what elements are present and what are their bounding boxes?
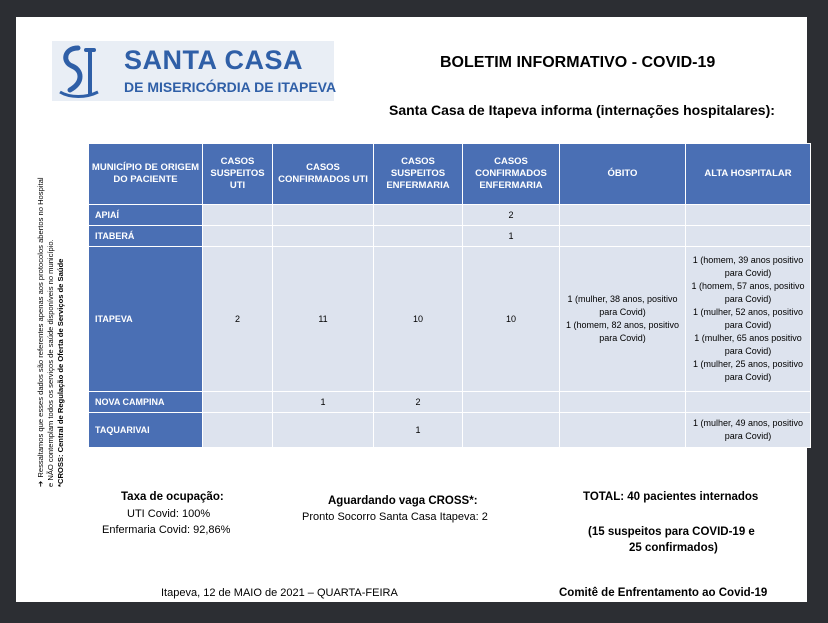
cross-label: Aguardando vaga CROSS*:	[328, 495, 478, 507]
table-cell: 2	[374, 392, 463, 413]
side-note	[36, 147, 66, 487]
table-cell: 10	[463, 247, 560, 392]
table-cell	[203, 392, 273, 413]
total-breakdown-line1: (15 suspeitos para COVID-19 e	[588, 526, 755, 538]
cross-value: Pronto Socorro Santa Casa Itapeva: 2	[302, 511, 488, 523]
footer-committee: Comitê de Enfrentamento ao Covid-19	[559, 587, 768, 599]
column-header-obito: ÓBITO	[560, 144, 686, 205]
alta-cell: 1 (mulher, 49 anos, positivo para Covid)	[686, 413, 811, 448]
table-cell	[560, 205, 686, 226]
table-cell	[463, 413, 560, 448]
column-header-municipio: MUNICÍPIO DE ORIGEM DO PACIENTE	[89, 144, 203, 205]
column-header-confirmados-enfermaria: CASOS CONFIRMADOS ENFERMARIA	[463, 144, 560, 205]
column-header-suspeitos-uti: CASOS SUSPEITOS UTI	[203, 144, 273, 205]
side-note-line2: *CROSS: Central de Regulação de Oferta de Serviços de Saúde	[56, 258, 65, 487]
logo-line2: DE MISERICÓRDIA DE ITAPEVA	[124, 79, 337, 95]
table-cell	[203, 413, 273, 448]
table-row	[89, 392, 811, 413]
side-note-line1: Ressaltamos que esses dados são referentes apenas aos protocolos abertos no Hospital	[36, 177, 45, 478]
total-patients: TOTAL: 40 pacientes internados	[583, 491, 759, 503]
table-cell	[686, 392, 811, 413]
occupancy-label: Taxa de ocupação:	[121, 491, 224, 503]
occupancy-enfermaria: Enfermaria Covid: 92,86%	[102, 524, 231, 536]
table-cell	[686, 205, 811, 226]
table-cell	[203, 226, 273, 247]
table-cell	[560, 413, 686, 448]
occupancy-uti: UTI Covid: 100%	[127, 508, 211, 520]
table-cell	[273, 413, 374, 448]
table-row	[89, 205, 811, 226]
table-cell	[374, 205, 463, 226]
table-header-row	[89, 144, 811, 205]
table-cell: 2	[203, 247, 273, 392]
table-cell	[560, 226, 686, 247]
arrow-right-icon: ➔	[36, 480, 45, 487]
table-row	[89, 226, 811, 247]
column-header-confirmados-uti: CASOS CONFIRMADOS UTI	[273, 144, 374, 205]
table-cell	[463, 392, 560, 413]
municipio-cell: ITABERÁ	[89, 226, 203, 247]
municipio-cell: ITAPEVA	[89, 247, 203, 392]
page-subtitle: Santa Casa de Itapeva informa (internações hospitalares):	[389, 102, 775, 118]
municipio-cell: APIAÍ	[89, 205, 203, 226]
table-cell	[560, 392, 686, 413]
table-cell: 2	[463, 205, 560, 226]
santa-casa-logo-mark-icon	[56, 44, 102, 98]
table-cell: 1	[463, 226, 560, 247]
table-row	[89, 413, 811, 448]
table-cell	[374, 226, 463, 247]
table-cell: 1	[273, 392, 374, 413]
table-cell: 11	[273, 247, 374, 392]
page-title: BOLETIM INFORMATIVO - COVID-19	[440, 54, 716, 71]
hospitalization-table	[88, 143, 811, 448]
table-row	[89, 247, 811, 392]
santa-casa-logo	[52, 41, 337, 101]
column-header-suspeitos-enfermaria: CASOS SUSPEITOS ENFERMARIA	[374, 144, 463, 205]
table-cell	[203, 205, 273, 226]
table-cell	[273, 226, 374, 247]
table-cell: 10	[374, 247, 463, 392]
municipio-cell: TAQUARIVAI	[89, 413, 203, 448]
footer-date: Itapeva, 12 de MAIO de 2021 – QUARTA-FEIRA	[161, 587, 398, 599]
table-cell: 1	[374, 413, 463, 448]
table-cell	[686, 226, 811, 247]
column-header-alta: ALTA HOSPITALAR	[686, 144, 811, 205]
municipio-cell: NOVA CAMPINA	[89, 392, 203, 413]
obito-cell: 1 (mulher, 38 anos, positivo para Covid) 1 (homem, 82 anos, positivo para Covid)	[560, 247, 686, 392]
logo-line1: SANTA CASA	[124, 45, 303, 75]
bulletin-card	[16, 17, 807, 602]
alta-cell: 1 (homem, 39 anos positivo para Covid) 1 (homem, 57 anos, positivo para Covid) 1 (mulher, 52 anos, positivo para Covid) 1 (mulher, 65 anos positivo para Covid) 1 (mulher, 25 anos, positivo para Covid)	[686, 247, 811, 392]
side-note-line1b: e NÃO contemplam todos os serviços de saúde disponíveis no município.	[46, 239, 55, 487]
table-cell	[273, 205, 374, 226]
total-breakdown-line2: 25 confirmados)	[629, 542, 718, 554]
